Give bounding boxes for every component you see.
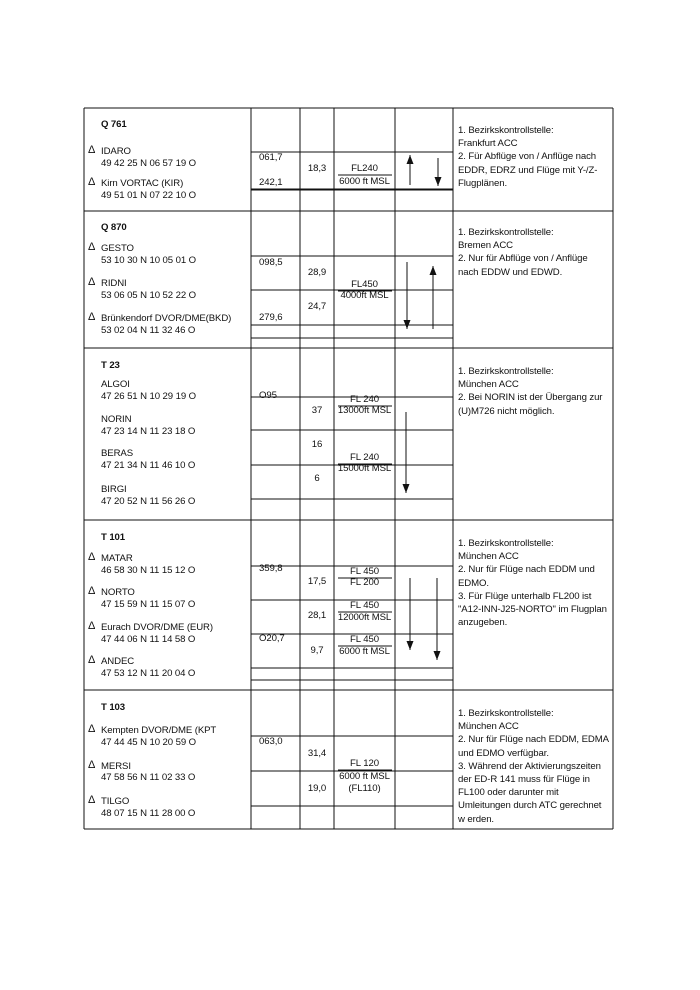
lower-limit: 6000 ft MSL	[339, 176, 390, 187]
waypoint-name: Eurach DVOR/DME (EUR)	[101, 622, 213, 633]
lower-limit: 13000ft MSL	[337, 405, 392, 416]
direction-arrow-1-1-head	[407, 155, 414, 164]
waypoint-name: NORTO	[101, 587, 135, 598]
waypoint-coordinates: 47 58 56 N 11 02 33 O	[101, 772, 196, 783]
distance-value: 37	[311, 405, 323, 416]
track-value: 061,7	[259, 152, 283, 163]
alternate-level: (FL110)	[348, 783, 381, 794]
track-value: 359,8	[259, 563, 283, 574]
remark-line: 2. Nur für Flüge nach EDDM und	[458, 564, 595, 576]
remark-line: 3. Während der Aktivierungszeiten	[458, 760, 601, 772]
remark-line: 2. Für Abflüge von / Anflüge nach	[458, 151, 597, 163]
remark-line: anzugeben.	[458, 617, 508, 629]
remark-line: der ED-R 141 muss für Flüge in	[458, 774, 590, 785]
remark-line: EDDR, EDRZ und Flüge mit Y-/Z-	[458, 164, 598, 176]
remark-line: und EDMO verfügbar.	[458, 747, 549, 759]
direction-arrow-4-1-head	[407, 641, 414, 650]
distance-value: 31,4	[307, 748, 327, 759]
remark-line: 3. Für Flüge unterhalb FL200 ist	[458, 590, 592, 602]
waypoint-name: Kempten DVOR/DME (KPT	[101, 725, 217, 736]
remark-line: "A12-INN-J25-NORTO" im Flugplan	[458, 604, 607, 615]
track-value: 098,5	[259, 257, 283, 268]
track-value: 279,6	[259, 312, 283, 323]
triangle-symbol: Δ	[88, 585, 96, 597]
lower-limit: 12000ft MSL	[337, 612, 392, 623]
remark-line: Bremen ACC	[458, 240, 513, 252]
remark-line: 2. Bei NORIN ist der Übergang zur	[458, 392, 603, 404]
waypoint-coordinates: 47 21 34 N 11 46 10 O	[101, 460, 196, 471]
waypoint-name: IDARO	[101, 146, 131, 157]
waypoint-coordinates: 46 58 30 N 11 15 12 O	[101, 565, 196, 576]
waypoint-name: ALGOI	[101, 379, 130, 390]
triangle-symbol: Δ	[88, 276, 96, 288]
remark-line: München ACC	[458, 379, 519, 391]
upper-limit: FL 240	[350, 452, 379, 463]
distance-value: 6	[314, 473, 320, 484]
upper-limit: FL 450	[350, 634, 379, 645]
route-designator: Q 870	[101, 222, 127, 233]
remark-line: (U)M726 nicht möglich.	[458, 405, 555, 417]
remark-line: München ACC	[458, 721, 519, 733]
remark-line: München ACC	[458, 551, 519, 563]
remark-line: 2. Nur für Abflüge von / Anflüge	[458, 253, 588, 265]
waypoint-name: TILGO	[101, 796, 130, 807]
lower-limit: 15000ft MSL	[337, 463, 392, 474]
remark-line: FL100 oder darunter mit	[458, 787, 559, 799]
remark-line: 1. Bezirkskontrollstelle:	[458, 125, 554, 136]
route-designator: Q 761	[101, 119, 127, 130]
remark-line: 1. Bezirkskontrollstelle:	[458, 538, 554, 549]
track-value: O20,7	[259, 633, 285, 644]
waypoint-name: NORIN	[101, 414, 132, 425]
remark-line: EDMO.	[458, 577, 489, 589]
waypoint-name: GESTO	[101, 243, 134, 254]
waypoint-coordinates: 47 44 06 N 11 14 58 O	[101, 634, 196, 645]
waypoint-name: BIRGI	[101, 484, 127, 495]
direction-arrow-2-2-head	[430, 266, 437, 275]
waypoint-coordinates: 53 10 30 N 10 05 01 O	[101, 255, 196, 266]
track-value: 242,1	[259, 177, 283, 188]
distance-value: 18,3	[307, 163, 327, 174]
remark-line: 1. Bezirkskontrollstelle:	[458, 366, 554, 377]
remark-line: 1. Bezirkskontrollstelle:	[458, 708, 554, 719]
route-designator: T 101	[101, 532, 126, 543]
triangle-symbol: Δ	[88, 176, 96, 188]
upper-limit: FL 240	[350, 394, 379, 405]
direction-arrow-4-2-head	[434, 651, 441, 660]
remark-line: Flugplänen.	[458, 177, 508, 189]
upper-limit: FL 450	[350, 600, 379, 611]
lower-limit: 4000ft MSL	[340, 290, 389, 301]
distance-value: 28,1	[307, 610, 327, 621]
waypoint-coordinates: 47 15 59 N 11 15 07 O	[101, 599, 196, 610]
lower-limit: FL 200	[350, 577, 379, 588]
waypoint-name: Brünkendorf DVOR/DME(BKD)	[101, 313, 232, 324]
remark-line: Frankfurt ACC	[458, 138, 518, 150]
waypoint-coordinates: 49 42 25 N 06 57 19 O	[101, 158, 196, 169]
waypoint-coordinates: 47 44 45 N 10 20 59 O	[101, 737, 196, 748]
remark-line: nach EDDW und EDWD.	[458, 266, 563, 278]
waypoint-coordinates: 47 23 14 N 11 23 18 O	[101, 426, 196, 437]
triangle-symbol: Δ	[88, 759, 96, 771]
upper-limit: FL 120	[350, 758, 379, 769]
waypoint-name: ANDEC	[101, 656, 135, 667]
waypoint-name: BERAS	[101, 448, 134, 459]
upper-limit: FL 450	[350, 566, 379, 577]
triangle-symbol: Δ	[88, 241, 96, 253]
direction-arrow-1-2-head	[435, 177, 442, 186]
triangle-symbol: Δ	[88, 794, 96, 806]
distance-value: 24,7	[307, 301, 327, 312]
route-designator: T 23	[101, 360, 120, 371]
triangle-symbol: Δ	[88, 311, 96, 323]
remark-line: Umleitungen durch ATC gerechnet	[458, 800, 602, 812]
waypoint-coordinates: 48 07 15 N 11 28 00 O	[101, 808, 196, 819]
remark-line: 2. Nur für Flüge nach EDDM, EDMA	[458, 734, 609, 746]
distance-value: 9,7	[310, 645, 324, 656]
triangle-symbol: Δ	[88, 620, 96, 632]
distance-value: 16	[311, 439, 323, 450]
track-value: O95	[259, 390, 277, 401]
route-designator: T 103	[101, 702, 126, 713]
lower-limit: 6000 ft MSL	[339, 646, 390, 657]
remark-line: 1. Bezirkskontrollstelle:	[458, 227, 554, 238]
waypoint-coordinates: 53 06 05 N 10 52 22 O	[101, 290, 196, 301]
triangle-symbol: Δ	[88, 723, 96, 735]
waypoint-coordinates: 49 51 01 N 07 22 10 O	[101, 190, 196, 201]
track-value: 063,0	[259, 736, 283, 747]
waypoint-name: MERSI	[101, 761, 131, 772]
waypoint-name: RIDNI	[101, 278, 127, 289]
waypoint-name: MATAR	[101, 553, 133, 564]
waypoint-coordinates: 47 26 51 N 10 29 19 O	[101, 391, 196, 402]
lower-limit: 6000 ft MSL	[339, 771, 390, 782]
upper-limit: FL240	[351, 163, 378, 174]
triangle-symbol: Δ	[88, 551, 96, 563]
distance-value: 17,5	[307, 576, 327, 587]
triangle-symbol: Δ	[88, 654, 96, 666]
upper-limit: FL450	[351, 279, 378, 290]
triangle-symbol: Δ	[88, 144, 96, 156]
waypoint-name: Kirn VORTAC (KIR)	[101, 178, 184, 189]
waypoint-coordinates: 47 20 52 N 11 56 26 O	[101, 496, 196, 507]
waypoint-coordinates: 47 53 12 N 11 20 04 O	[101, 668, 196, 679]
distance-value: 19,0	[307, 783, 327, 794]
distance-value: 28,9	[307, 267, 327, 278]
direction-arrow-3-1-head	[403, 484, 410, 493]
waypoint-coordinates: 53 02 04 N 11 32 46 O	[101, 325, 196, 336]
remark-line: w erden.	[458, 813, 494, 825]
